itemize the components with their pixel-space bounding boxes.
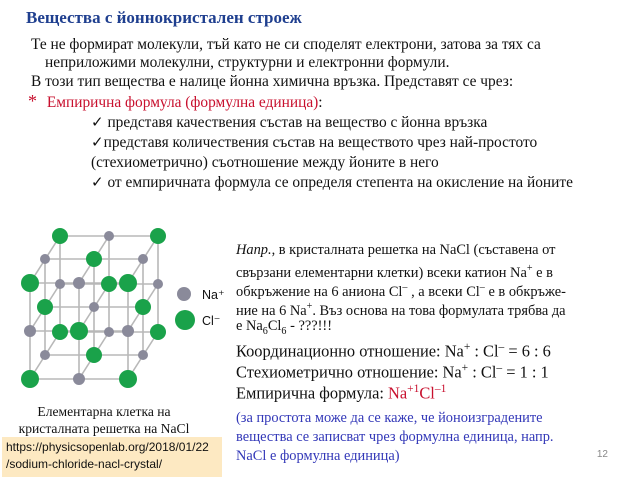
cl-ion bbox=[150, 228, 166, 244]
cl-ion bbox=[86, 347, 102, 363]
example-line-4: ние на 6 Na+. Въз основа на това формулата трябва да bbox=[236, 301, 566, 319]
intro-line-2: неприложими молекулни, структурни и електронни формули. bbox=[45, 54, 450, 71]
na-ion bbox=[40, 254, 50, 264]
cl-ion bbox=[52, 228, 68, 244]
list-item bbox=[91, 174, 573, 192]
na-ion bbox=[122, 325, 134, 337]
cl-ion bbox=[52, 324, 68, 340]
cl-ion bbox=[21, 274, 39, 292]
na-ion bbox=[104, 327, 114, 337]
cl-ion bbox=[70, 322, 88, 340]
list-item-text: представя качествения състав на вещество с йонна връзка bbox=[107, 114, 488, 131]
cl-ion bbox=[86, 251, 102, 267]
example-line-3: обкръжение на 6 аниона Cl– , а всеки Cl– е в обкръже- bbox=[236, 282, 566, 300]
intro-line-1: Те не формират молекули, тъй като не си споделят електрони, затова за тях са bbox=[31, 36, 541, 53]
na-legend-swatch bbox=[176, 286, 192, 302]
na-ion bbox=[153, 279, 163, 289]
list-item bbox=[91, 134, 537, 152]
lattice-atoms bbox=[21, 228, 166, 388]
source-link[interactable]: https://physicsopenlab.org/2018/01/22 /sodium-chloride-nacl-crystal/ bbox=[2, 437, 222, 477]
diagram-caption: Елементарна клетка на кристалната решетка на NaCl bbox=[18, 404, 190, 436]
cl-ion bbox=[119, 370, 137, 388]
bullet-marker: * bbox=[28, 91, 37, 111]
page-number: 12 bbox=[596, 449, 608, 460]
na-ion bbox=[73, 373, 85, 385]
bullet-label: Емпирична формула (формулна единица) bbox=[46, 94, 319, 111]
example-line-1: Напр., в кристалната решетка на NaCl (съставена от bbox=[236, 242, 556, 258]
na-ion bbox=[138, 350, 148, 360]
na-ion bbox=[89, 302, 99, 312]
check-icon: ✓ bbox=[91, 135, 104, 151]
list-item-continued: (стехиометрично) съотношение между йоните в него bbox=[91, 154, 439, 171]
cl-ion bbox=[119, 274, 137, 292]
na-ion bbox=[55, 279, 65, 289]
na-ion bbox=[138, 254, 148, 264]
empirical-formula: Емпирична формула: $Na^{+1}Cl^{-1}$ bbox=[236, 383, 447, 403]
intro-line-3: В този тип вещества е налице йонна химична връзка. Представят се чрез: bbox=[31, 73, 514, 90]
bullet-colon: : bbox=[318, 94, 323, 111]
stoichiometric-ratio: Стехиометрично отношение: Na+ : Cl– = 1 : 1 bbox=[236, 362, 549, 382]
na-ion bbox=[73, 277, 85, 289]
check-icon: ✓ bbox=[91, 175, 104, 191]
coordination-ratio: Координационно отношение: Na+ : Cl– = 6 : 6 bbox=[236, 341, 551, 361]
list-item bbox=[91, 114, 487, 132]
list-item-text: от емпиричната формула се определя степента на окисление на йоните bbox=[107, 174, 573, 191]
check-icon: ✓ bbox=[91, 115, 104, 131]
cl-ion bbox=[150, 324, 166, 340]
na-ion bbox=[40, 350, 50, 360]
note-line-3: NaCl е формулна единица) bbox=[236, 448, 400, 464]
note-line-1: (за простота може да се каже, че йоноизградените bbox=[236, 410, 543, 426]
na-ion bbox=[24, 325, 36, 337]
example-line-5: е $Na_6Cl_6$ - ???!!! bbox=[236, 318, 332, 337]
cl-ion bbox=[135, 299, 151, 315]
slide-title: Вещества с йоннокристален строеж bbox=[26, 8, 302, 27]
cl-ion bbox=[21, 370, 39, 388]
nacl-lattice-diagram bbox=[8, 228, 190, 406]
cl-ion bbox=[101, 276, 117, 292]
bullet-heading bbox=[28, 92, 323, 112]
cl-legend-swatch bbox=[174, 309, 196, 331]
cl-ion bbox=[37, 299, 53, 315]
example-line-2: свързани елементарни клетки) всеки катион Na+ е в bbox=[236, 263, 553, 281]
list-item-text: представя количествения състав на веществото чрез най-простото bbox=[103, 134, 538, 151]
cl-legend-label: Cl⁻ bbox=[202, 314, 221, 328]
na-ion bbox=[104, 231, 114, 241]
na-legend-label: Na⁺ bbox=[202, 288, 225, 302]
note-line-2: вещества се записват чрез формулна единица, напр. bbox=[236, 429, 554, 445]
